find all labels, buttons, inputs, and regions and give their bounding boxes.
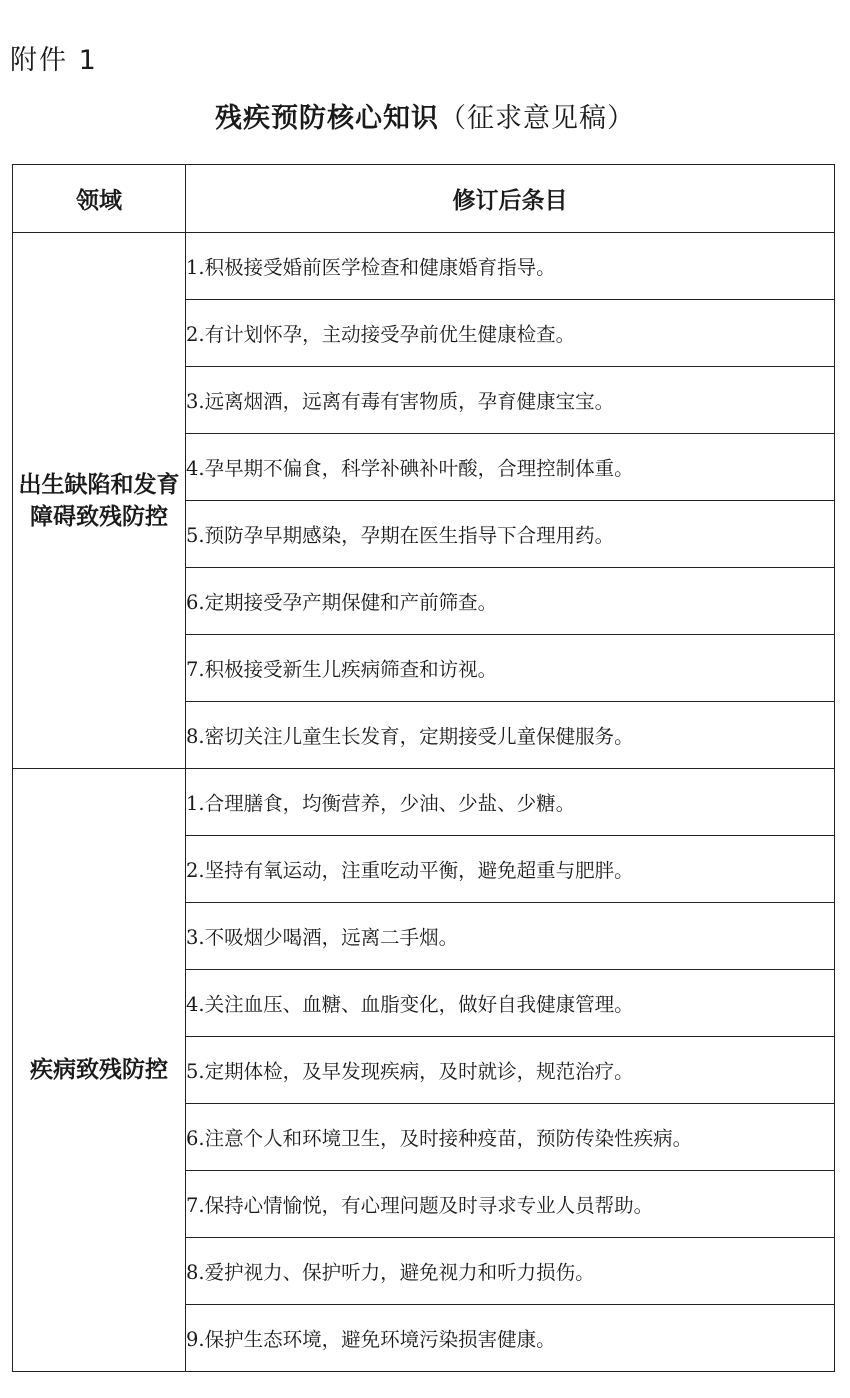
item-cell: 2.坚持有氧运动，注重吃动平衡，避免超重与肥胖。 [186, 836, 835, 903]
attachment-label: 附件 1 [10, 45, 98, 76]
domain-cell: 出生缺陷和发育障碍致残防控 [13, 233, 186, 769]
item-cell: 4.孕早期不偏食，科学补碘补叶酸，合理控制体重。 [186, 434, 835, 501]
table-body [13, 233, 835, 1372]
item-cell: 4.关注血压、血糖、血脂变化，做好自我健康管理。 [186, 970, 835, 1037]
item-cell: 8.密切关注儿童生长发育，定期接受儿童保健服务。 [186, 702, 835, 769]
item-cell: 6.注意个人和环境卫生，及时接种疫苗，预防传染性疾病。 [186, 1104, 835, 1171]
header-domain: 领域 [13, 165, 186, 233]
item-cell: 1.合理膳食，均衡营养，少油、少盐、少糖。 [186, 769, 835, 836]
item-cell: 1.积极接受婚前医学检查和健康婚育指导。 [186, 233, 835, 300]
domain-cell: 疾病致残防控 [13, 769, 186, 1372]
knowledge-table [12, 164, 835, 1372]
item-cell: 5.定期体检，及早发现疾病，及时就诊，规范治疗。 [186, 1037, 835, 1104]
item-cell: 3.不吸烟少喝酒，远离二手烟。 [186, 903, 835, 970]
table-header-row [13, 165, 835, 233]
item-cell: 8.爱护视力、保护听力，避免视力和听力损伤。 [186, 1238, 835, 1305]
title-main: 残疾预防核心知识 [215, 103, 439, 134]
table-row [13, 769, 835, 836]
table-row [13, 233, 835, 300]
item-cell: 3.远离烟酒，远离有毒有害物质，孕育健康宝宝。 [186, 367, 835, 434]
title-suffix: （征求意见稿） [439, 103, 635, 134]
item-cell: 5.预防孕早期感染，孕期在医生指导下合理用药。 [186, 501, 835, 568]
header-items: 修订后条目 [186, 165, 835, 233]
item-cell: 2.有计划怀孕，主动接受孕前优生健康检查。 [186, 300, 835, 367]
item-cell: 7.保持心情愉悦，有心理问题及时寻求专业人员帮助。 [186, 1171, 835, 1238]
document-title [0, 96, 850, 135]
item-cell: 9.保护生态环境，避免环境污染损害健康。 [186, 1305, 835, 1372]
item-cell: 6.定期接受孕产期保健和产前筛查。 [186, 568, 835, 635]
item-cell: 7.积极接受新生儿疾病筛查和访视。 [186, 635, 835, 702]
